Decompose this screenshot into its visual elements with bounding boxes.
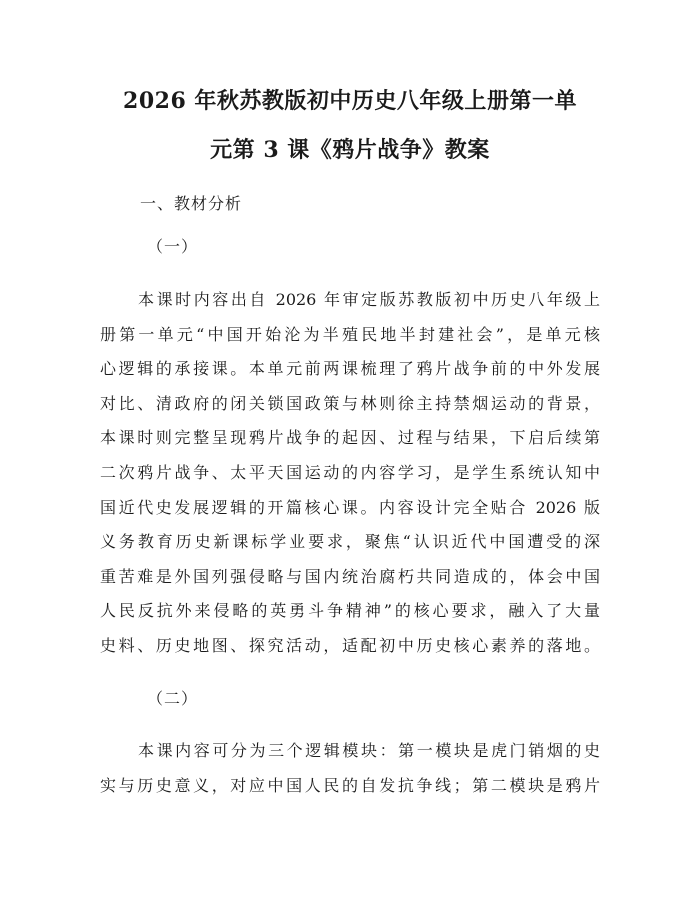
paragraph-line: 二次鸦片战争、太平天国运动的内容学习，是学生系统认知中	[100, 462, 600, 482]
subsection-label-1: （一）	[147, 237, 199, 256]
paragraph-line: 实与历史意义，对应中国人民的自发抗争线；第二模块是鸦片	[100, 775, 600, 795]
paragraph-line: 国近代史发展逻辑的开篇核心课。内容设计完全贴合 2026 版	[100, 497, 600, 517]
paragraph-line: 本课内容可分为三个逻辑模块：第一模块是虎门销烟的史	[138, 741, 600, 760]
paragraph-line: 史料、历史地图、探究活动，适配初中历史核心素养的落地。	[100, 635, 600, 655]
paragraph-line: 本课时则完整呈现鸦片战争的起因、过程与结果，下启后续第	[100, 428, 600, 448]
section-heading-textbook-analysis: 一、教材分析	[140, 194, 243, 213]
subsection-label-2: （二）	[147, 689, 199, 708]
paragraph-line: 人民反抗外来侵略的英勇斗争精神”的核心要求，融入了大量	[100, 601, 600, 621]
paragraph-1	[100, 283, 600, 664]
paragraph-line: 心逻辑的承接课。本单元前两课梳理了鸦片战争前的中外发展	[100, 359, 600, 379]
paragraph-line: 册第一单元“中国开始沦为半殖民地半封建社会”，是单元核	[100, 324, 600, 344]
document-title-line-2: 元第 3 课《鸦片战争》教案	[210, 137, 490, 163]
paragraph-2	[100, 734, 600, 803]
paragraph-line: 本课时内容出自 2026 年审定版苏教版初中历史八年级上	[138, 290, 600, 309]
paragraph-line: 义务教育历史新课标学业要求，聚焦“认识近代中国遭受的深	[100, 532, 600, 552]
document-title-line-1: 2026 年秋苏教版初中历史八年级上册第一单	[123, 88, 577, 114]
paragraph-line: 对比、清政府的闭关锁国政策与林则徐主持禁烟运动的背景，	[100, 393, 600, 413]
paragraph-line: 重苦难是外国列强侵略与国内统治腐朽共同造成的，体会中国	[100, 566, 600, 586]
